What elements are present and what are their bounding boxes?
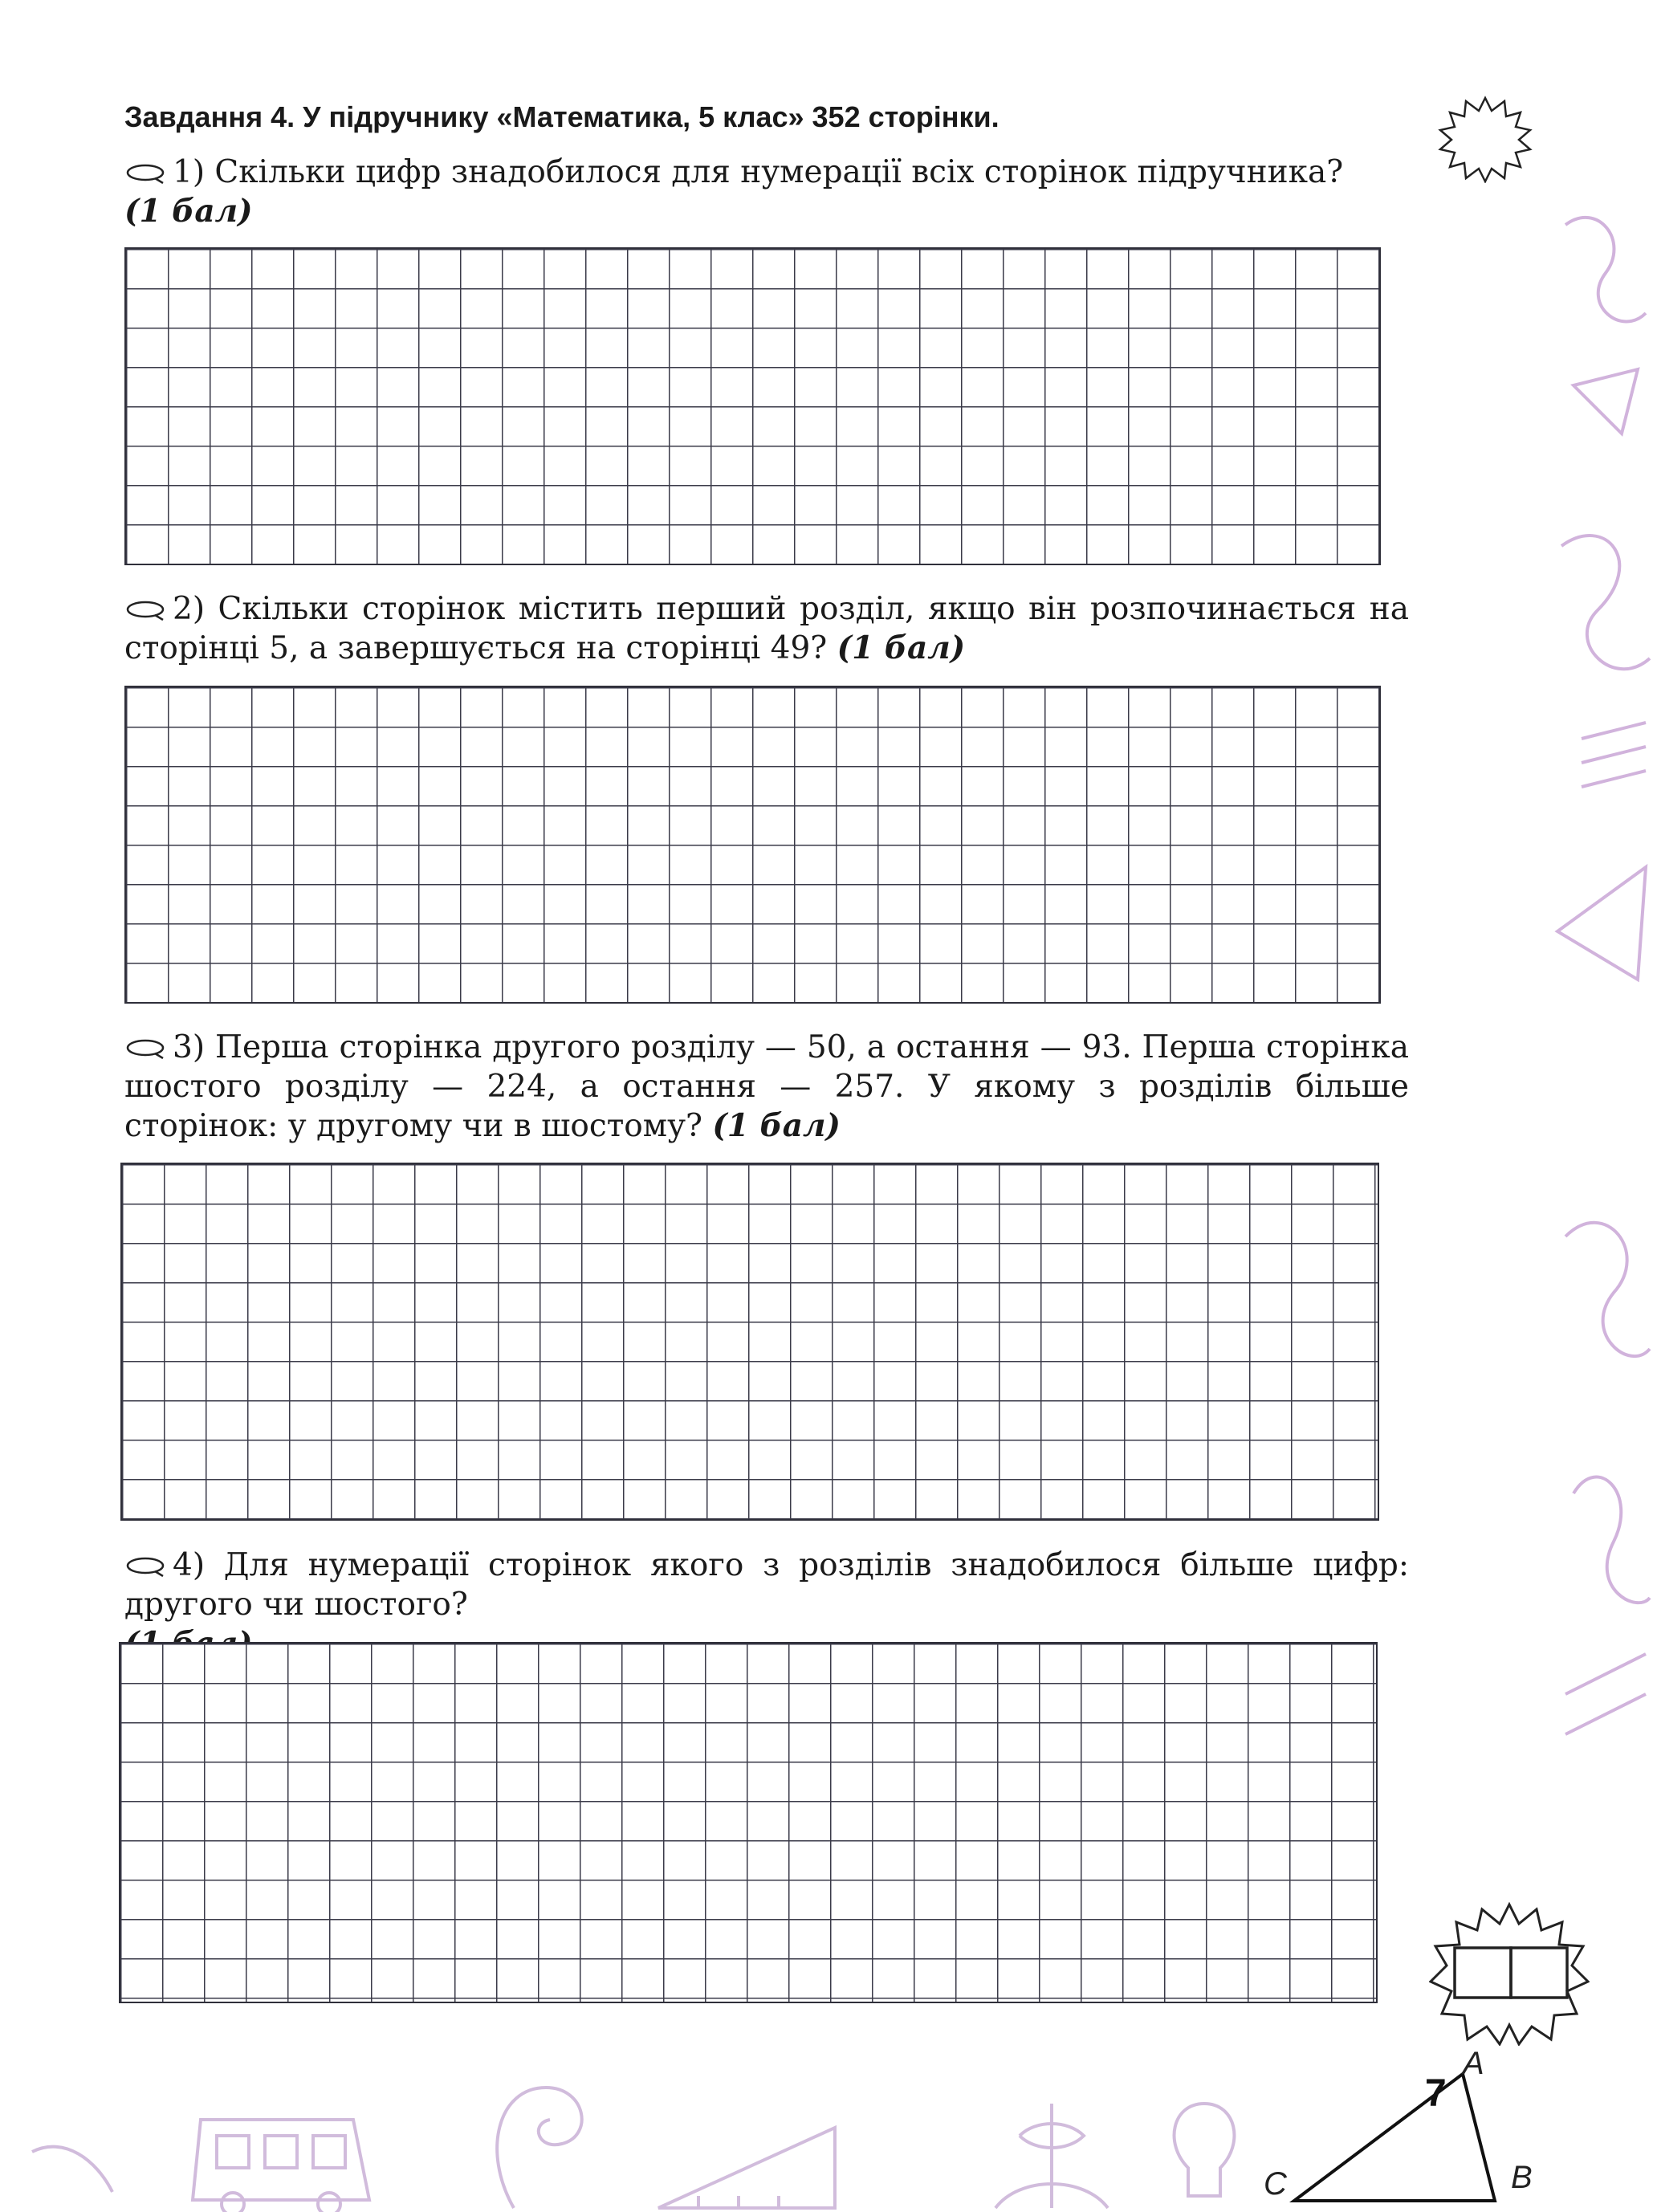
snail-icon (497, 2088, 581, 2208)
task-header (124, 98, 1449, 136)
question-2-text: 2) Скільки сторінок містить перший розділ, якщо він розпочинається на сторінці 5, а завершується на сторінці 49? (124, 591, 1409, 666)
question-3-text: 3) Перша сторінка другого розділу — 50, а остання — 93. Перша сторінка шостого розділу — 224, а остання — 257. У якому з розділів більше сторінок: у другому чи в шостому? (124, 1029, 1409, 1144)
lightbulb-icon (1175, 2104, 1235, 2196)
bus-icon (193, 2120, 369, 2200)
speech-bubble-icon (124, 1556, 166, 1577)
bow-icon (995, 2104, 1108, 2208)
bottom-doodles-icon (0, 2055, 1252, 2212)
margin-doodles-icon (1549, 128, 1657, 1895)
question-2-points: (1 бал) (837, 629, 966, 666)
speech-bubble-icon (124, 163, 166, 184)
ruler-icon (658, 2128, 835, 2208)
score-badge-icon[interactable] (1429, 1901, 1590, 2046)
answer-grid-2[interactable] (124, 686, 1381, 1004)
triangle-label-b: B (1511, 2160, 1533, 2195)
speech-bubble-icon (124, 1038, 166, 1059)
question-3-points: (1 бал) (712, 1107, 841, 1144)
question-1 (124, 153, 1409, 231)
question-2 (124, 589, 1409, 668)
question-1-text: 1) Скільки цифр знадобилося для нумерації всіх сторінок підручника? (173, 154, 1344, 190)
question-4-text: 4) Для нумерації сторінок якого з розділів знадобилося більше цифр: другого чи шостого? (124, 1547, 1409, 1623)
speech-bubble-icon (124, 600, 166, 621)
answer-grid-3[interactable] (120, 1163, 1379, 1521)
answer-grid-1[interactable] (124, 247, 1381, 565)
triangle-label-c: C (1264, 2166, 1287, 2202)
task-text: У підручнику «Математика, 5 клас» 352 сторінки. (303, 100, 999, 133)
triangle-label-a: A (1463, 2046, 1484, 2081)
answer-grid-4[interactable] (119, 1642, 1378, 2003)
starburst-icon (1437, 95, 1533, 183)
triangle-icon (1284, 2067, 1509, 2212)
question-3 (124, 1028, 1409, 1146)
task-label: Завдання 4. (124, 100, 295, 133)
page-number: 7 (1425, 2072, 1447, 2115)
question-1-points: (1 бал) (124, 193, 253, 230)
